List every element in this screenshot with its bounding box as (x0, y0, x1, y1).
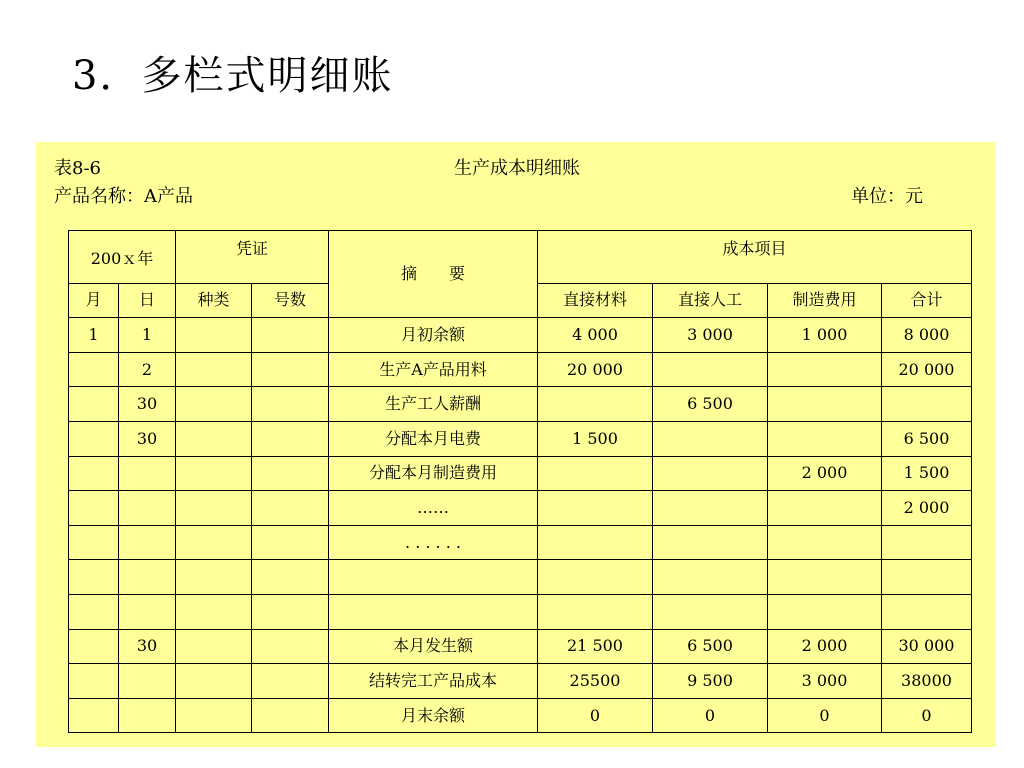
cell-voucher-no (252, 664, 329, 699)
cell-manufacturing-overhead: 1 000 (768, 318, 882, 353)
cell-summary (329, 560, 538, 595)
cell-manufacturing-overhead (768, 594, 882, 629)
cell-summary: …… (329, 491, 538, 526)
cell-voucher-no (252, 629, 329, 664)
cell-day: 30 (119, 629, 176, 664)
table-row (69, 421, 972, 456)
cell-summary: 分配本月电费 (329, 421, 538, 456)
cell-voucher-no (252, 456, 329, 491)
table-row (69, 560, 972, 595)
cell-voucher-type (176, 594, 252, 629)
cell-total: 8 000 (882, 318, 972, 353)
ledger-panel (36, 142, 996, 747)
cell-total: 1 500 (882, 456, 972, 491)
cell-direct-labor: 0 (653, 698, 768, 733)
cell-month (69, 698, 119, 733)
cell-voucher-type (176, 698, 252, 733)
cell-summary: 生产工人薪酬 (329, 387, 538, 422)
cell-month (69, 421, 119, 456)
cell-direct-material (538, 594, 653, 629)
currency-unit: 单位：元 (851, 186, 923, 207)
cell-summary: 月初余额 (329, 318, 538, 353)
header-day: 日 (119, 283, 176, 318)
cell-voucher-no (252, 387, 329, 422)
header-cost-items: 成本项目 (538, 231, 972, 284)
cell-manufacturing-overhead: 3 000 (768, 664, 882, 699)
cell-day: 2 (119, 352, 176, 387)
cell-direct-material: 21 500 (538, 629, 653, 664)
cell-summary: . . . . . . (329, 525, 538, 560)
cell-voucher-type (176, 318, 252, 353)
cell-voucher-no (252, 560, 329, 595)
product-name: 产品名称：A产品 (54, 186, 193, 207)
cell-direct-material: 20 000 (538, 352, 653, 387)
cell-total: 6 500 (882, 421, 972, 456)
cell-manufacturing-overhead (768, 421, 882, 456)
cell-total: 20 000 (882, 352, 972, 387)
cell-day: 30 (119, 387, 176, 422)
table-row (69, 491, 972, 526)
cell-direct-labor (653, 594, 768, 629)
cell-month (69, 456, 119, 491)
cell-total: 38000 (882, 664, 972, 699)
cell-voucher-type (176, 664, 252, 699)
cell-voucher-no (252, 352, 329, 387)
cell-voucher-no (252, 594, 329, 629)
cell-voucher-type (176, 352, 252, 387)
cell-direct-labor (653, 491, 768, 526)
cell-direct-material: 25500 (538, 664, 653, 699)
cell-voucher-type (176, 456, 252, 491)
cell-direct-labor (653, 525, 768, 560)
table-row (69, 698, 972, 733)
cell-summary: 月末余额 (329, 698, 538, 733)
cell-direct-material: 4 000 (538, 318, 653, 353)
cost-ledger-table (68, 230, 972, 733)
cell-total: 30 000 (882, 629, 972, 664)
cell-day (119, 456, 176, 491)
cell-summary: 结转完工产品成本 (329, 664, 538, 699)
header-voucher: 凭证 (176, 231, 329, 284)
table-row (69, 387, 972, 422)
cell-month (69, 594, 119, 629)
cell-direct-material: 1 500 (538, 421, 653, 456)
table-row (69, 456, 972, 491)
cell-manufacturing-overhead (768, 352, 882, 387)
cell-direct-labor: 6 500 (653, 629, 768, 664)
header-manufacturing-overhead: 制造费用 (768, 283, 882, 318)
cell-voucher-type (176, 387, 252, 422)
cell-direct-labor (653, 352, 768, 387)
header-voucher-no: 号数 (252, 283, 329, 318)
cell-month (69, 491, 119, 526)
cell-direct-material (538, 491, 653, 526)
cell-direct-material (538, 525, 653, 560)
cell-voucher-type (176, 421, 252, 456)
cell-day: 30 (119, 421, 176, 456)
cell-manufacturing-overhead: 0 (768, 698, 882, 733)
cell-month: 1 (69, 318, 119, 353)
header-month: 月 (69, 283, 119, 318)
cell-total (882, 387, 972, 422)
cell-month (69, 560, 119, 595)
cell-manufacturing-overhead (768, 560, 882, 595)
cell-direct-material (538, 456, 653, 491)
cell-month (69, 352, 119, 387)
cell-direct-labor: 6 500 (653, 387, 768, 422)
header-direct-labor: 直接人工 (653, 283, 768, 318)
cell-voucher-no (252, 491, 329, 526)
cell-voucher-type (176, 491, 252, 526)
cell-voucher-type (176, 525, 252, 560)
cell-total (882, 560, 972, 595)
table-row (69, 318, 972, 353)
cell-summary (329, 594, 538, 629)
cell-direct-material (538, 560, 653, 595)
header-direct-material: 直接材料 (538, 283, 653, 318)
cell-direct-labor: 9 500 (653, 664, 768, 699)
cell-manufacturing-overhead: 2 000 (768, 629, 882, 664)
cell-summary: 本月发生额 (329, 629, 538, 664)
cell-voucher-no (252, 318, 329, 353)
header-row-top (69, 231, 972, 284)
cell-direct-material: 0 (538, 698, 653, 733)
cell-total (882, 594, 972, 629)
cell-month (69, 525, 119, 560)
cell-summary: 分配本月制造费用 (329, 456, 538, 491)
cell-total: 2 000 (882, 491, 972, 526)
cell-month (69, 664, 119, 699)
cell-manufacturing-overhead (768, 387, 882, 422)
cell-voucher-type (176, 560, 252, 595)
cell-direct-labor: 3 000 (653, 318, 768, 353)
header-voucher-type: 种类 (176, 283, 252, 318)
cell-month (69, 387, 119, 422)
cell-manufacturing-overhead (768, 525, 882, 560)
slide-title: 3．多栏式明细账 (72, 53, 394, 99)
ledger-title: 生产成本明细账 (454, 158, 580, 179)
cell-day (119, 525, 176, 560)
cell-direct-labor (653, 456, 768, 491)
cell-total (882, 525, 972, 560)
cell-voucher-type (176, 629, 252, 664)
table-row (69, 664, 972, 699)
cell-voucher-no (252, 698, 329, 733)
cell-day (119, 491, 176, 526)
cell-manufacturing-overhead: 2 000 (768, 456, 882, 491)
cell-direct-material (538, 387, 653, 422)
table-row (69, 629, 972, 664)
header-summary: 摘 要 (329, 231, 538, 318)
cell-voucher-no (252, 421, 329, 456)
cell-day (119, 664, 176, 699)
cell-day (119, 560, 176, 595)
cell-manufacturing-overhead (768, 491, 882, 526)
header-year: 200ｘ年 (69, 231, 176, 284)
cell-direct-labor (653, 421, 768, 456)
cell-day (119, 698, 176, 733)
header-total: 合计 (882, 283, 972, 318)
cell-month (69, 629, 119, 664)
cell-total: 0 (882, 698, 972, 733)
table-row (69, 594, 972, 629)
table-number: 表8-6 (54, 158, 101, 179)
cell-day: 1 (119, 318, 176, 353)
table-row (69, 525, 972, 560)
table-row (69, 352, 972, 387)
cell-voucher-no (252, 525, 329, 560)
cell-day (119, 594, 176, 629)
cell-summary: 生产A产品用料 (329, 352, 538, 387)
cell-direct-labor (653, 560, 768, 595)
